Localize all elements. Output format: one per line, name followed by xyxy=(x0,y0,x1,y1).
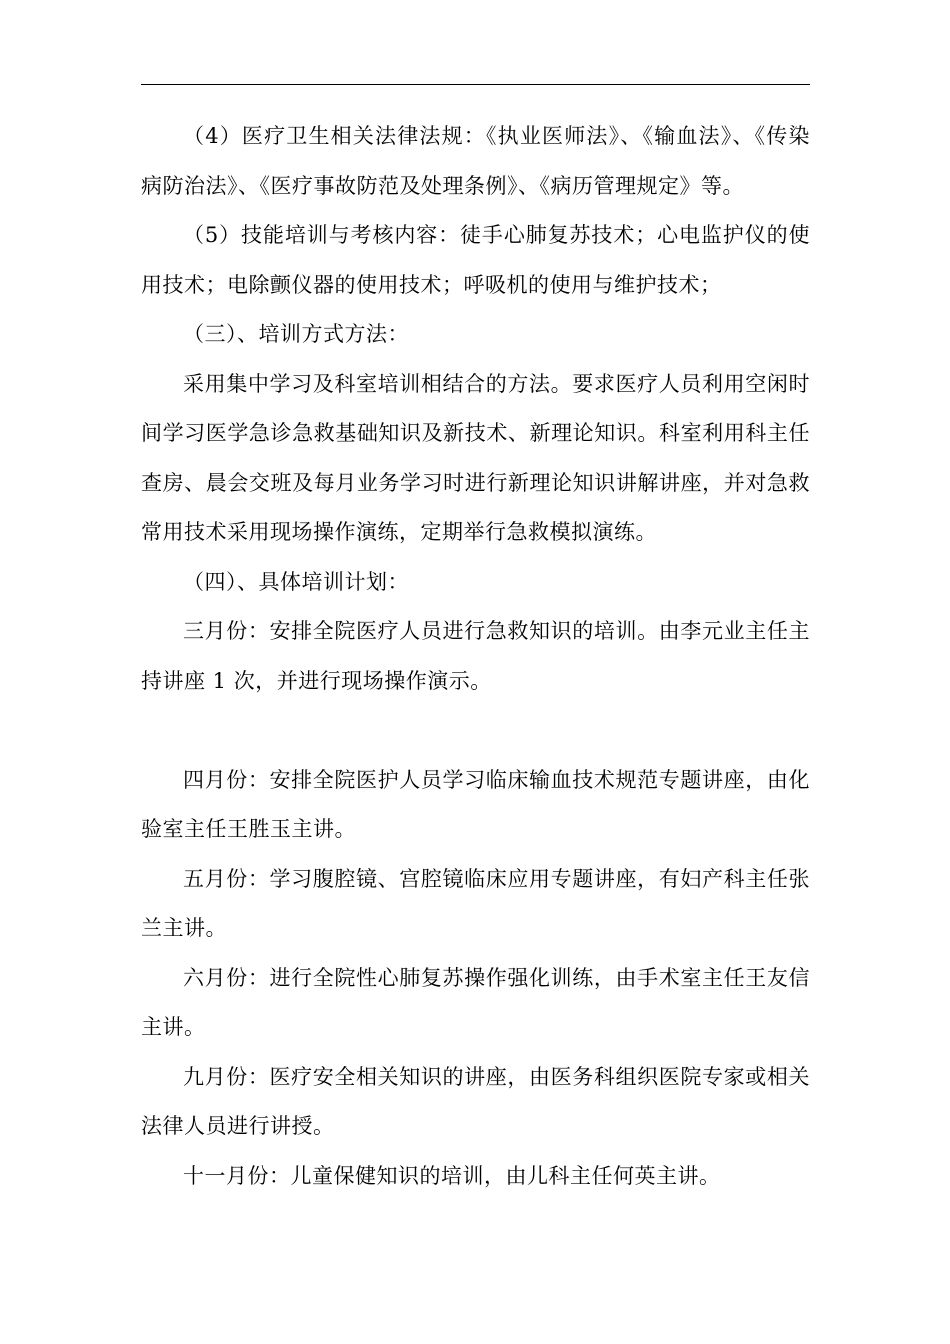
heading-training-methods: （三）、培训方式方法： xyxy=(183,322,409,346)
blank-line xyxy=(141,706,810,756)
paragraph-june-plan: 六月份：进行全院性心肺复苏操作强化训练，由手术室主任王友信主讲。 xyxy=(141,965,810,1039)
paragraph-september-plan: 九月份：医疗安全相关知识的讲座，由医务科组织医院专家或相关法律人员进行讲授。 xyxy=(141,1064,810,1138)
paragraph-march-plan: 三月份：安排全院医疗人员进行急救知识的培训。由李元业主任主持讲座 1 次，并进行现场操作演示。 xyxy=(141,619,810,693)
paragraph-may-plan: 五月份：学习腹腔镜、宫腔镜临床应用专题讲座，有妇产科主任张兰主讲。 xyxy=(141,866,810,940)
paragraph-skill-training: （5）技能培训与考核内容：徒手心肺复苏技术；心电监护仪的使用技术；电除颤仪器的使用技术；呼吸机的使用与维护技术； xyxy=(141,223,810,297)
paragraph-april-plan: 四月份：安排全院医护人员学习临床输血技术规范专题讲座，由化验室主任王胜玉主讲。 xyxy=(141,767,810,841)
paragraph-training-methods: 采用集中学习及科室培训相结合的方法。要求医疗人员利用空闲时间学习医学急诊急救基础知识及新技术、新理论知识。科室利用科主任查房、晨会交班及每月业务学习时进行新理论知识讲解讲座，并对急救常用技术采用现场操作演练，定期举行急救模拟演练。 xyxy=(141,371,810,544)
paragraph-november-plan: 十一月份：儿童保健知识的培训，由儿科主任何英主讲。 xyxy=(183,1163,721,1188)
document-body xyxy=(141,112,810,1201)
heading-training-plan: （四）、具体培训计划： xyxy=(183,569,409,594)
paragraph-law-regulations: （4）医疗卫生相关法律法规：《执业医师法》、《输血法》、《传染病防治法》、《医疗事故防范及处理条例》、《病历管理规定》等。 xyxy=(141,124,810,198)
header-rule xyxy=(141,84,810,85)
